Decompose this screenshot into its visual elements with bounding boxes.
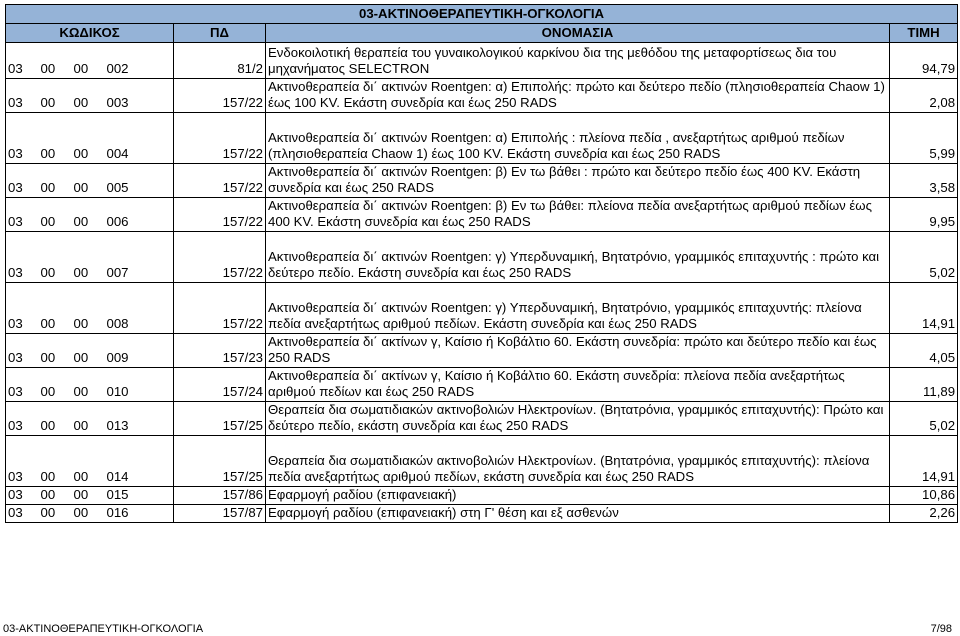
table-row — [6, 505, 958, 523]
header-name: ΟΝΟΜΑΣΙΑ — [266, 24, 890, 43]
header-code: ΚΩΔΙΚΟΣ — [6, 24, 174, 43]
procedure-price: 14,91 — [890, 436, 958, 487]
procedure-price: 2,08 — [890, 79, 958, 113]
table-row — [6, 113, 958, 164]
code-part-3: 00 — [72, 79, 105, 113]
code-part-1: 03 — [6, 505, 39, 523]
code-part-2: 00 — [39, 505, 72, 523]
procedure-description: Θεραπεία δια σωματιδιακών ακτινοβολιών Ηλεκτρονίων. (Βητατρόνια, γραμμικός επιταχυντής): Πρώτο και δεύτερο πεδίο, εκάστη συνεδρία και έως 250 RADS — [266, 402, 890, 436]
code-part-3: 00 — [72, 487, 105, 505]
code-part-2: 00 — [39, 79, 72, 113]
table-row — [6, 43, 958, 79]
code-part-2: 00 — [39, 198, 72, 232]
code-part-4: 003 — [105, 79, 174, 113]
procedure-description: Εφαρμογή ραδίου (επιφανειακή) — [266, 487, 890, 505]
code-part-4: 007 — [105, 232, 174, 283]
table-row — [6, 79, 958, 113]
table-row — [6, 334, 958, 368]
code-part-2: 00 — [39, 402, 72, 436]
table-row — [6, 232, 958, 283]
code-part-3: 00 — [72, 283, 105, 334]
code-part-4: 004 — [105, 113, 174, 164]
procedure-description: Εφαρμογή ραδίου (επιφανειακή) στη Γ' θέση και εξ ασθενών — [266, 505, 890, 523]
code-part-3: 00 — [72, 198, 105, 232]
code-part-1: 03 — [6, 164, 39, 198]
pd-reference: 157/86 — [174, 487, 266, 505]
table-row — [6, 402, 958, 436]
code-part-1: 03 — [6, 436, 39, 487]
code-part-1: 03 — [6, 43, 39, 79]
procedures-table — [5, 4, 958, 523]
procedure-description: Ακτινοθεραπεία δι΄ ακτινών Roentgen: β) Εν τω βάθει: πλείονα πεδία ανεξαρτήτως αριθμού πεδίων έως 400 KV. Εκάστη συνεδρία και έως 250 RADS — [266, 198, 890, 232]
code-part-2: 00 — [39, 334, 72, 368]
page-number: 7/98 — [930, 623, 952, 635]
table-row — [6, 164, 958, 198]
code-part-1: 03 — [6, 79, 39, 113]
code-part-2: 00 — [39, 487, 72, 505]
table-row — [6, 487, 958, 505]
table-row — [6, 436, 958, 487]
code-part-2: 00 — [39, 283, 72, 334]
table-body — [6, 43, 958, 523]
code-part-4: 002 — [105, 43, 174, 79]
code-part-1: 03 — [6, 487, 39, 505]
procedure-description: Ακτινοθεραπεία δι΄ ακτινών Roentgen: β) Εν τω βάθει : πρώτο και δεύτερο πεδίο έως 400 KV. Εκάστη συνεδρία και έως 250 RADS — [266, 164, 890, 198]
code-part-1: 03 — [6, 198, 39, 232]
procedure-price: 3,58 — [890, 164, 958, 198]
code-part-3: 00 — [72, 232, 105, 283]
code-part-4: 015 — [105, 487, 174, 505]
procedure-price: 5,99 — [890, 113, 958, 164]
code-part-2: 00 — [39, 232, 72, 283]
table-title-row — [6, 5, 958, 24]
code-part-4: 010 — [105, 368, 174, 402]
table-title: 03-ΑΚΤΙΝΟΘΕΡΑΠΕΥΤΙΚΗ-ΟΓΚΟΛΟΓΙΑ — [6, 5, 958, 24]
code-part-4: 006 — [105, 198, 174, 232]
code-part-2: 00 — [39, 164, 72, 198]
code-part-3: 00 — [72, 368, 105, 402]
table-row — [6, 198, 958, 232]
code-part-1: 03 — [6, 113, 39, 164]
procedure-price: 5,02 — [890, 402, 958, 436]
pd-reference: 157/25 — [174, 436, 266, 487]
pd-reference: 157/22 — [174, 113, 266, 164]
code-part-1: 03 — [6, 334, 39, 368]
code-part-2: 00 — [39, 43, 72, 79]
code-part-1: 03 — [6, 283, 39, 334]
procedure-description: Ακτινοθεραπεία δι΄ ακτινών Roentgen: γ) Υπερδυναμική, Βητατρόνιο, γραμμικός επιταχυντής: πλείονα πεδία ανεξαρτήτως αριθμού πεδίων. Εκάστη συνεδρία και έως 250 RADS — [266, 283, 890, 334]
procedure-price: 4,05 — [890, 334, 958, 368]
pd-reference: 157/22 — [174, 164, 266, 198]
footer-title: 03-ΑΚΤΙΝΟΘΕΡΑΠΕΥΤΙΚΗ-ΟΓΚΟΛΟΓΙΑ — [3, 623, 204, 635]
pd-reference: 157/22 — [174, 79, 266, 113]
code-part-3: 00 — [72, 436, 105, 487]
code-part-2: 00 — [39, 368, 72, 402]
code-part-3: 00 — [72, 113, 105, 164]
code-part-3: 00 — [72, 334, 105, 368]
procedure-description: Ακτινοθεραπεία δι΄ ακτινών Roentgen: γ) Υπερδυναμική, Βητατρόνιο, γραμμικός επιταχυντής : πρώτο και δεύτερο πεδίο. Εκάστη συνεδρία και έως 250 RADS — [266, 232, 890, 283]
code-part-2: 00 — [39, 113, 72, 164]
table-row — [6, 283, 958, 334]
code-part-1: 03 — [6, 232, 39, 283]
pd-reference: 81/2 — [174, 43, 266, 79]
procedure-description: Ακτινοθεραπεία δι΄ ακτινών Roentgen: α) Επιπολής : πλείονα πεδία , ανεξαρτήτως αριθμού πεδίων (πλησιοθεραπεία Chaow 1) έως 100 KV. Εκάστη συνεδρία και έως 250 RADS — [266, 113, 890, 164]
code-part-3: 00 — [72, 505, 105, 523]
procedure-price: 94,79 — [890, 43, 958, 79]
code-part-4: 009 — [105, 334, 174, 368]
code-part-4: 005 — [105, 164, 174, 198]
procedure-price: 5,02 — [890, 232, 958, 283]
pd-reference: 157/23 — [174, 334, 266, 368]
procedure-description: Ακτινοθεραπεία δι΄ ακτίνων γ, Καίσιο ή Κοβάλτιο 60. Εκάστη συνεδρία: πλείονα πεδία ανεξαρτήτως αριθμού πεδίων και έως 250 RADS — [266, 368, 890, 402]
code-part-4: 013 — [105, 402, 174, 436]
procedure-description: Ενδοκοιλοτική θεραπεία του γυναικολογικού καρκίνου δια της μεθόδου της μεταφορτίσεως δια του μηχανήματος SELECTRON — [266, 43, 890, 79]
procedure-description: Ακτινοθεραπεία δι΄ ακτίνων γ, Καίσιο ή Κοβάλτιο 60. Εκάστη συνεδρία: πρώτο και δεύτερο πεδίο και έως 250 RADS — [266, 334, 890, 368]
procedure-price: 14,91 — [890, 283, 958, 334]
procedure-description: Ακτινοθεραπεία δι΄ ακτινών Roentgen: α) Επιπολής: πρώτο και δεύτερο πεδίο (πλησιοθεραπεία Chaow 1) έως 100 KV. Εκάστη συνεδρία και έως 250 RADS — [266, 79, 890, 113]
header-pd: ΠΔ — [174, 24, 266, 43]
procedure-price: 2,26 — [890, 505, 958, 523]
code-part-3: 00 — [72, 43, 105, 79]
code-part-1: 03 — [6, 402, 39, 436]
code-part-1: 03 — [6, 368, 39, 402]
pd-reference: 157/87 — [174, 505, 266, 523]
procedure-price: 10,86 — [890, 487, 958, 505]
code-part-3: 00 — [72, 402, 105, 436]
code-part-2: 00 — [39, 436, 72, 487]
procedure-price: 9,95 — [890, 198, 958, 232]
pd-reference: 157/24 — [174, 368, 266, 402]
pd-reference: 157/22 — [174, 232, 266, 283]
pd-reference: 157/22 — [174, 198, 266, 232]
code-part-4: 014 — [105, 436, 174, 487]
procedure-price: 11,89 — [890, 368, 958, 402]
header-price: ΤΙΜΗ — [890, 24, 958, 43]
procedure-description: Θεραπεία δια σωματιδιακών ακτινοβολιών Ηλεκτρονίων. (Βητατρόνια, γραμμικός επιταχυντής): πλείονα πεδία ανεξαρτήτως αριθμού πεδίων, εκάστη συνεδρία και έως 250 RADS — [266, 436, 890, 487]
table-header-row — [6, 24, 958, 43]
code-part-3: 00 — [72, 164, 105, 198]
table-row — [6, 368, 958, 402]
code-part-4: 008 — [105, 283, 174, 334]
code-part-4: 016 — [105, 505, 174, 523]
pd-reference: 157/25 — [174, 402, 266, 436]
pd-reference: 157/22 — [174, 283, 266, 334]
